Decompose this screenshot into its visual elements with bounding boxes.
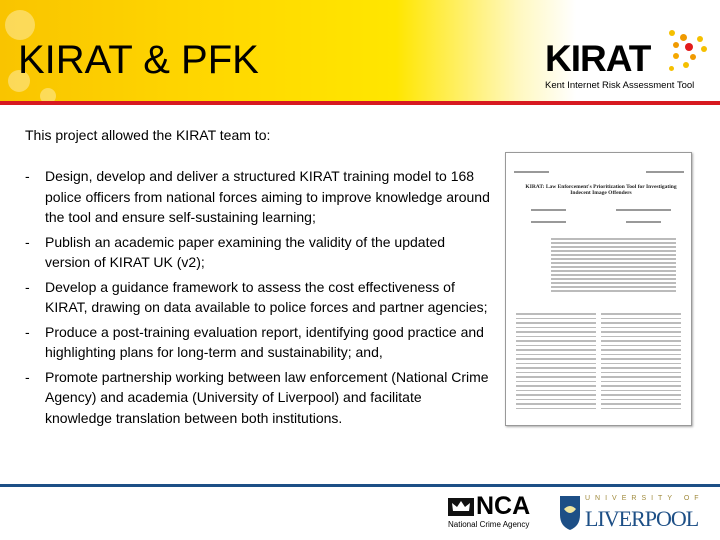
crest-icon [559,495,581,531]
list-item [25,277,490,318]
header-divider [0,101,720,105]
list-item [25,166,490,228]
objectives-list [25,166,490,432]
list-item-text: Develop a guidance framework to assess the cost effectiveness of KIRAT, drawing on data available to police forces and partner agencies; [45,278,488,315]
logo-word: KIRAT [545,38,651,79]
bullet: - [25,368,30,385]
nca-full: National Crime Agency [448,520,530,529]
list-item [25,322,490,363]
header-banner [0,0,720,102]
list-item [25,367,490,429]
intro-text: This project allowed the KIRAT team to: [25,127,271,143]
liverpool-main: LIVERPOOL [585,506,699,531]
crown-icon [448,498,474,516]
list-item-text: Design, develop and deliver a structured KIRAT training model to 168 police officers from national forces aiming to improve knowledge around the tool and ensure self-sustaining learning; [45,168,490,225]
paper-thumbnail [505,152,692,426]
slide-title: KIRAT & PFK [18,38,259,82]
nca-short: NCA [476,492,531,520]
logo-subtitle: Kent Internet Risk Assessment Tool [545,80,695,91]
bokeh-decoration [5,10,35,40]
liverpool-top: UNIVERSITY OF [585,495,704,502]
bullet: - [25,168,30,184]
liverpool-logo [557,493,704,533]
list-item-text: Produce a post-training evaluation report, identifying good practice and highlighting plans for long-term and sustainability; and, [45,323,484,360]
bullet: - [25,233,30,250]
list-item-text: Promote partnership working between law enforcement (National Crime Agency) and academia (University of Liverpool) and facilitate knowledge translation between both institutions. [45,368,489,426]
bullet: - [25,323,30,340]
footer-divider [0,484,720,487]
paper-title: KIRAT: Law Enforcement's Prioritization Tool for Investigating Indecent Image Offenders [525,184,677,196]
bullet: - [25,278,30,295]
list-item-text: Publish an academic paper examining the validity of the updated version of KIRAT UK (v2); [45,233,446,270]
list-item [25,232,490,273]
kirat-logo [545,36,715,96]
